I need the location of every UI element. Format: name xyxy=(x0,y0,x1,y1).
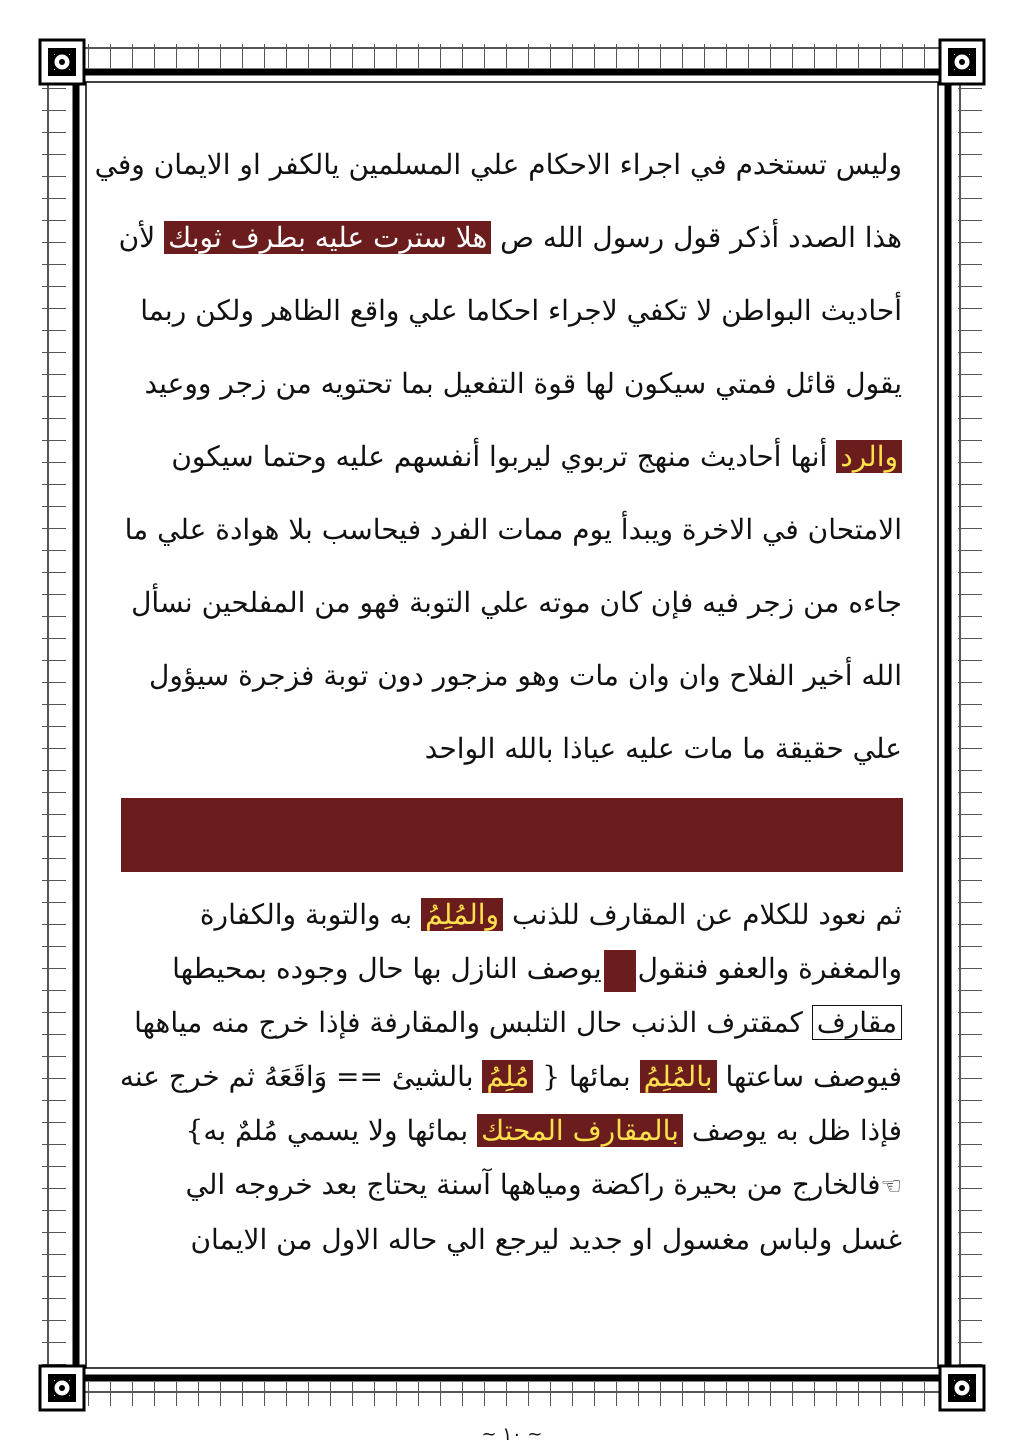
corner-ornament-bottom-left xyxy=(40,1366,84,1410)
para2-line-5 xyxy=(122,1104,902,1158)
highlighted-mulim-word-2: مُلِمُ xyxy=(482,1060,533,1093)
para2-line-4-mid: بمائها { xyxy=(542,1060,631,1093)
paragraph-1 xyxy=(94,128,902,785)
highlighted-bilmulim-word: بالمُلِمُ xyxy=(640,1060,717,1093)
dark-marker-block xyxy=(604,950,636,992)
corner-ornament-top-right xyxy=(940,40,984,84)
paragraph-2 xyxy=(119,888,902,1267)
para1-line-2-post: لأن xyxy=(118,221,156,254)
para1-line-6: الامتحان في الاخرة ويبدأ يوم ممات الفرد فيحاسب بلا هوادة علي ما xyxy=(124,513,902,546)
para2-line-2-post: يوصف النازل بها حال وجوده بمحيطها xyxy=(172,952,602,985)
para1-line-7: جاءه من زجر فيه فإن كان موته علي التوبة فهو من المفلحين نسأل xyxy=(131,586,902,619)
highlighted-reply-word: والرد xyxy=(836,440,902,473)
para2-line-1-pre: ثم نعود للكلام عن المقارف للذنب xyxy=(511,898,902,931)
para2-line-6 xyxy=(122,1158,902,1213)
para1-line-1: وليس تستخدم في اجراء الاحكام علي المسلمين يالكفر او الايمان وفي xyxy=(94,148,902,181)
para1-line-5-post: أنها أحاديث منهج تربوي ليربوا أنفسهم عليه وحتما سيكون xyxy=(171,440,828,473)
para2-line-4 xyxy=(119,1050,902,1104)
highlighted-mulim-word: والمُلِمُ xyxy=(421,898,503,931)
boxed-muqarif-word: مقارف xyxy=(812,1005,902,1040)
para2-line-3-post: كمقترف الذنب حال التلبس والمقارفة فإذا خرج منه مياهها xyxy=(134,1006,803,1039)
para2-line-5-pre: فإذا ظل به يوصف xyxy=(691,1114,902,1147)
para1-line-9: علي حقيقة ما مات عليه عياذا بالله الواحد xyxy=(424,732,902,765)
para2-line-7: غسل ولباس مغسول او جديد ليرجع الي حاله الاول من الايمان xyxy=(190,1223,902,1256)
para2-line-5-post: بمائها ولا يسمي مُلمٌ به} xyxy=(185,1114,469,1147)
page-number: ~ ١٠ ~ xyxy=(481,1424,543,1445)
section-divider-band xyxy=(121,798,903,872)
para1-line-5 xyxy=(122,420,902,493)
para2-line-4-pre: فيوصف ساعتها xyxy=(725,1060,902,1093)
para2-line-2 xyxy=(122,942,902,996)
para2-line-2-pre: والمغفرة والعفو فنقول xyxy=(637,952,902,985)
para1-line-2-pre: هذا الصدد أذكر قول رسول الله ص xyxy=(500,221,902,254)
para2-line-3 xyxy=(122,996,902,1050)
para2-line-1 xyxy=(122,888,902,942)
para1-line-2 xyxy=(118,201,902,274)
highlighted-muqarif-muhtak: بالمقارف المحتك xyxy=(477,1114,683,1147)
highlighted-hadith-quote: هلا سترت عليه بطرف ثوبك xyxy=(164,221,491,254)
para2-line-4-post: بالشيئ == وَاقَعَهُ ثم خرج عنه xyxy=(119,1060,474,1093)
corner-ornament-top-left xyxy=(40,40,84,84)
para2-line-6-text: فالخارج من بحيرة راكضة ومياهها آسنة يحتاج بعد خروجه الي xyxy=(185,1168,881,1201)
para1-line-3: أحاديث البواطن لا تكفي لاجراء احكاما علي واقع الظاهر ولكن ربما xyxy=(140,294,902,327)
corner-ornament-bottom-right xyxy=(940,1366,984,1410)
para2-line-1-post: به والتوبة والكفارة xyxy=(199,898,413,931)
para1-line-4: يقول قائل فمتي سيكون لها قوة التفعيل بما تحتويه من زجر ووعيد xyxy=(144,367,902,400)
para1-line-8: الله أخير الفلاح وان وان مات وهو مزجور دون توبة فزجرة سيؤول xyxy=(149,659,902,692)
pointing-hand-icon: ☜ xyxy=(880,1172,902,1200)
